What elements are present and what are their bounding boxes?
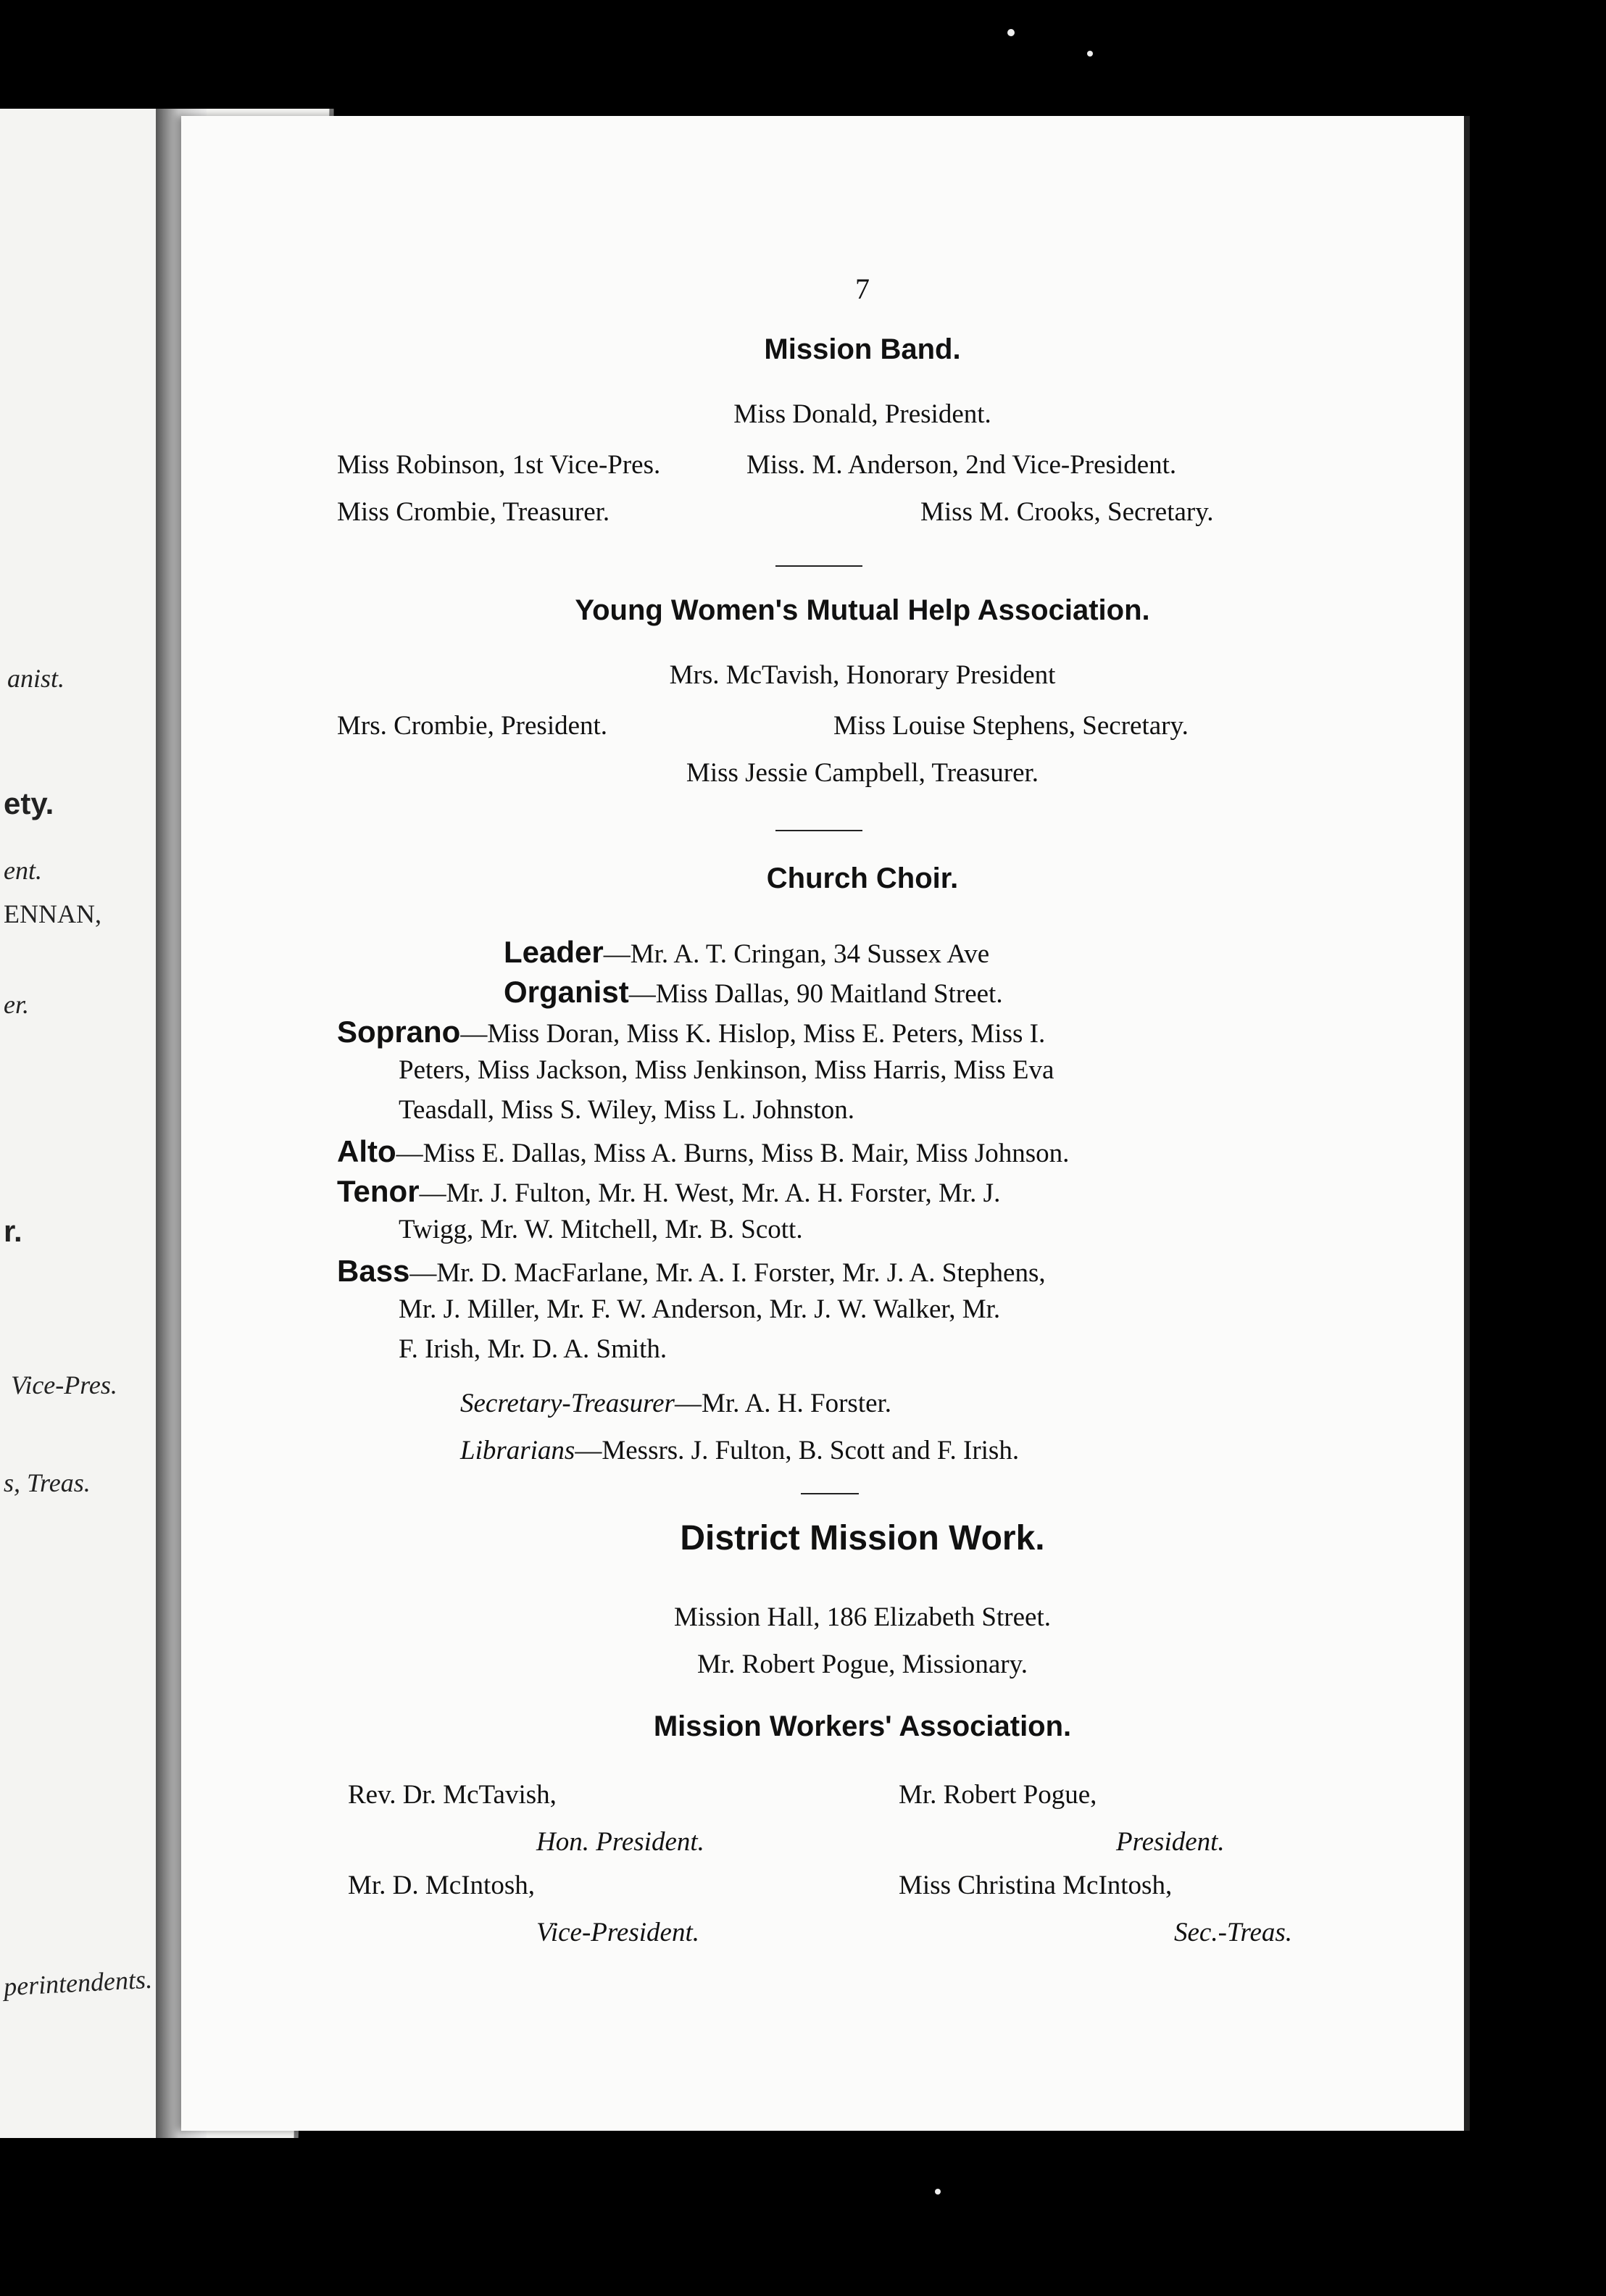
left-fragment: ety. (4, 786, 54, 820)
district-mission-hall: Mission Hall, 186 Elizabeth Street. (674, 1602, 1051, 1632)
workers-officer-role: Sec.-Treas. (1174, 1918, 1293, 1947)
left-fragment: r. (4, 1214, 22, 1248)
divider (775, 830, 862, 831)
choir-alto-row (337, 1134, 1069, 1169)
choir-bass-line: F. Irish, Mr. D. A. Smith. (399, 1334, 667, 1364)
district-missionary: Mr. Robert Pogue, Missionary. (697, 1650, 1028, 1679)
left-fragment: perintendents. (3, 1964, 153, 2002)
section-heading-church-choir: Church Choir. (766, 862, 959, 894)
workers-officer-name: Miss Christina McIntosh, (899, 1871, 1173, 1900)
choir-sec-treas-label: Secretary-Treasurer (460, 1389, 675, 1418)
page (181, 116, 1470, 2131)
choir-bass-label: Bass (337, 1254, 410, 1288)
workers-officer-role: Hon. President. (536, 1827, 704, 1857)
choir-bass-line: Mr. J. Miller, Mr. F. W. Anderson, Mr. J. W. Walker, Mr. (399, 1294, 1001, 1324)
choir-soprano-line: Peters, Miss Jackson, Miss Jenkinson, Miss Harris, Miss Eva (399, 1055, 1054, 1085)
mission-band-treasurer: Miss Crombie, Treasurer. (337, 497, 610, 527)
section-heading-district-mission-work: District Mission Work. (680, 1519, 1045, 1557)
mission-band-vice-1: Miss Robinson, 1st Vice-Pres. (337, 450, 661, 480)
choir-tenor-row (337, 1174, 1000, 1209)
speck (1087, 51, 1093, 57)
workers-officer-name: Mr. Robert Pogue, (899, 1780, 1097, 1810)
left-fragment: ent. (4, 856, 42, 885)
ywmha-president: Mrs. Crombie, President. (337, 711, 608, 741)
choir-tenor-line: Twigg, Mr. W. Mitchell, Mr. B. Scott. (399, 1215, 803, 1244)
speck (935, 2189, 941, 2195)
workers-officer-name: Mr. D. McIntosh, (348, 1871, 535, 1900)
divider (775, 565, 862, 567)
choir-leader-label: Leader (504, 935, 604, 969)
page-number: 7 (855, 273, 870, 305)
choir-soprano-label: Soprano (337, 1015, 461, 1049)
divider (801, 1493, 859, 1494)
mission-band-president: Miss Donald, President. (733, 399, 991, 429)
choir-organist-label: Organist (504, 975, 629, 1009)
left-fragment: Vice-Pres. (11, 1370, 117, 1399)
choir-bass-row (337, 1254, 1046, 1289)
ywmha-treasurer: Miss Jessie Campbell, Treasurer. (686, 758, 1039, 788)
section-heading-ywmha: Young Women's Mutual Help Association. (575, 594, 1150, 626)
section-heading-mission-band: Mission Band. (764, 333, 961, 365)
choir-alto-text: —Miss E. Dallas, Miss A. Burns, Miss B. Mair, Miss Johnson. (396, 1139, 1070, 1168)
choir-leader-row (504, 935, 989, 970)
choir-soprano-line: —Miss Doran, Miss K. Hislop, Miss E. Peters, Miss I. (460, 1019, 1046, 1049)
ywmha-honorary-president: Mrs. McTavish, Honorary President (669, 660, 1056, 690)
choir-secretary-treasurer (460, 1388, 891, 1419)
choir-librarians-text: —Messrs. J. Fulton, B. Scott and F. Irish. (575, 1436, 1020, 1465)
choir-organist-text: —Miss Dallas, 90 Maitland Street. (628, 979, 1003, 1009)
choir-tenor-line: —Mr. J. Fulton, Mr. H. West, Mr. A. H. Forster, Mr. J. (419, 1178, 1001, 1208)
choir-organist-row (504, 975, 1003, 1010)
mission-band-secretary: Miss M. Crooks, Secretary. (920, 497, 1214, 527)
workers-officer-role: President. (1116, 1827, 1225, 1857)
section-heading-mission-workers: Mission Workers' Association. (653, 1710, 1072, 1742)
choir-soprano-row (337, 1015, 1045, 1049)
workers-officer-name: Rev. Dr. McTavish, (348, 1780, 557, 1810)
choir-tenor-label: Tenor (337, 1174, 420, 1208)
choir-librarians-label: Librarians (460, 1436, 575, 1465)
speck (1007, 29, 1015, 36)
ywmha-secretary: Miss Louise Stephens, Secretary. (833, 711, 1189, 741)
mission-band-vice-2: Miss. M. Anderson, 2nd Vice-President. (746, 450, 1177, 480)
choir-soprano-line: Teasdall, Miss S. Wiley, Miss L. Johnston. (399, 1095, 855, 1125)
choir-leader-text: —Mr. A. T. Cringan, 34 Sussex Ave (603, 939, 990, 969)
choir-alto-label: Alto (337, 1134, 396, 1168)
left-fragment: ENNAN, (4, 899, 101, 928)
choir-sec-treas-text: —Mr. A. H. Forster. (674, 1389, 892, 1418)
left-fragment: er. (4, 990, 29, 1019)
workers-officer-role: Vice-President. (536, 1918, 699, 1947)
choir-bass-line: —Mr. D. MacFarlane, Mr. A. I. Forster, Mr. J. A. Stephens, (409, 1258, 1046, 1288)
left-fragment: anist. (7, 664, 65, 693)
choir-librarians (460, 1435, 1019, 1466)
left-fragment: s, Treas. (4, 1468, 91, 1497)
